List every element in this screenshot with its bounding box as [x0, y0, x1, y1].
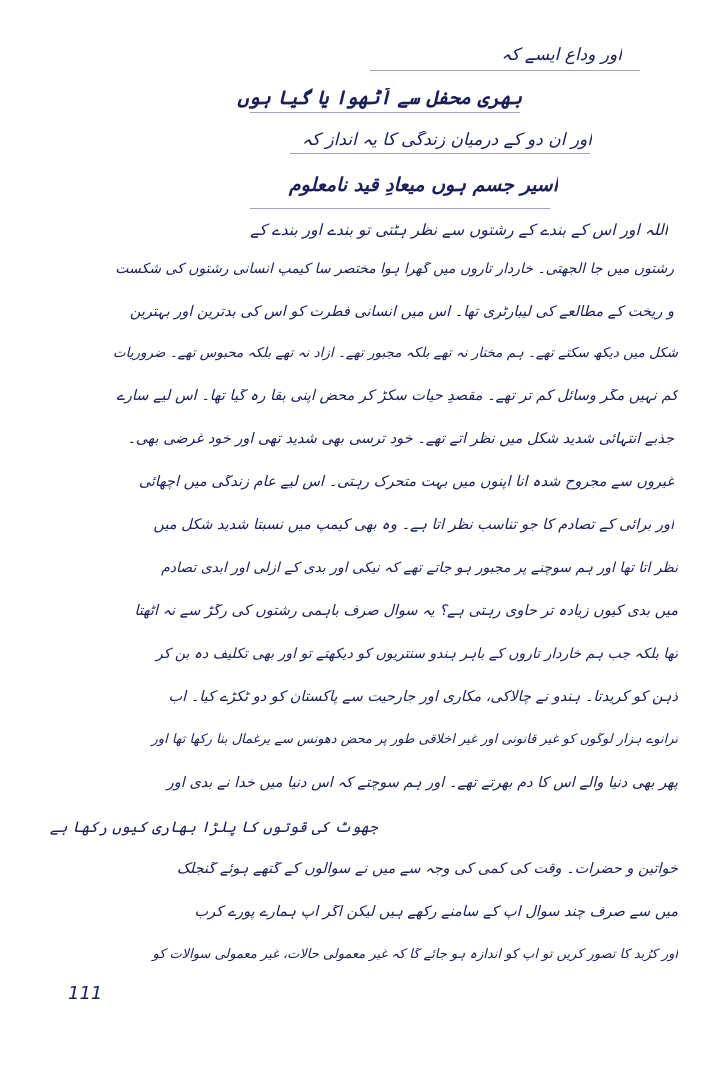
- body-line: ترانوے ہزار لوگوں کو غیر قانونی اور غیر اخلاقی طور پر محض دھونس سے یرغمال بنا رکھا تھا اور: [151, 733, 678, 747]
- body-line: نظر آتا تھا اور ہم سوچنے پر مجبور ہو جاتے تھے کہ نیکی اور بدی کے ازلی اور ابدی تصادم: [161, 561, 678, 576]
- body-line: اور برائی کے تصادم کا جو تناسب نظر آتا ہے۔ وہ بھی کیمپ میں نسبتاً شدید شکل میں: [153, 518, 674, 533]
- body-line: میں بدی کیوں زیادہ تر حاوی رہتی ہے؟ یہ سوال صرف باہمی رشتوں کی رگڑ سے نہ اٹھتا: [134, 604, 678, 619]
- body-line: پھر بھی دنیا والے اس کا دم بھرتے تھے۔ اور ہم سوچتے کہ اس دنیا میں خدا نے بدی اور: [166, 776, 678, 791]
- intro-line-1: اور وداع ایسے کہ: [501, 46, 622, 65]
- body-line: غیروں سے مجروح شدہ انا اپنوں میں بہت متحرک رہتی۔ اس لیے عام زندگی میں اچھائی: [138, 475, 674, 490]
- body-line: اللہ اور اس کے بندے کے رشتوں سے نظر ہٹتی تو بندے اور بندے کے: [250, 222, 668, 239]
- page-number: 111: [68, 983, 103, 1004]
- intro-verse-1: بھری محفل سے اُٹھوا یا گیا ہوں: [237, 88, 522, 109]
- body-line: جذبے انتہائی شدید شکل میں نظر آتے تھے۔ خود ترسی بھی شدید تھی اور خود غرضی بھی۔: [127, 432, 674, 447]
- body-line: جھوٹ کی قوتوں کا پلڑا بھاری کیوں رکھا ہے: [49, 819, 378, 836]
- closing-line: خواتین و حضرات۔ وقت کی کمی کی وجہ سے میں نے سوالوں کے گتھے ہوئے گنجلک: [176, 862, 678, 877]
- intro-line-2: اور ان دو کے درمیان زندگی کا یہ انداز کہ: [302, 131, 592, 150]
- body-line: کم نہیں مگر وسائل کم تر تھے۔ مقصدِ حیات سکڑ کر محض اپنی بقا رہ گیا تھا۔ اس لیے سارے: [116, 389, 678, 404]
- body-line: رشتوں میں جا اُلجھتی۔ خاردار تاروں میں گھرا ہوا مختصر سا کیمپ انسانی رشتوں کی شکست: [115, 262, 674, 277]
- body-line: شکل میں دیکھ سکتے تھے۔ ہم مختار نہ تھے بلکہ مجبور تھے۔ آزاد نہ تھے بلکہ محبوس تھے۔ ضروریات: [112, 346, 678, 361]
- ruled-line: [250, 112, 520, 113]
- closing-line: اور کرُبد کا تصور کریں تو آپ کو اندازہ ہو جائے گا کہ غیر معمولی حالات، غیر معمولی سوالات کو: [152, 948, 678, 962]
- ruled-line: [250, 208, 550, 209]
- ruled-line: [370, 70, 640, 71]
- intro-verse-2: اسیر جسم ہوں میعادِ قید نامعلوم: [288, 175, 558, 196]
- closing-line: میں سے صرف چند سوال آپ کے سامنے رکھے ہیں لیکن اگر آپ ہمارے پورے کرب: [194, 905, 678, 920]
- body-line: و ریخت کے مطالعے کی لیبارٹری تھا۔ اس میں انسانی فطرت کو اس کی بدترین اور بہترین: [129, 305, 674, 320]
- body-line: ذہن کو کریدتا۔ ہندو نے چالاکی، مکاری اور جارحیت سے پاکستان کو دو ٹکڑے کیا۔ اب: [168, 690, 678, 705]
- ruled-line: [290, 153, 590, 154]
- body-line: تھا بلکہ جب ہم خاردار تاروں کے باہر ہندو سنتریوں کو دیکھتے تو اور بھی تکلیف دہ بن کر: [155, 647, 678, 662]
